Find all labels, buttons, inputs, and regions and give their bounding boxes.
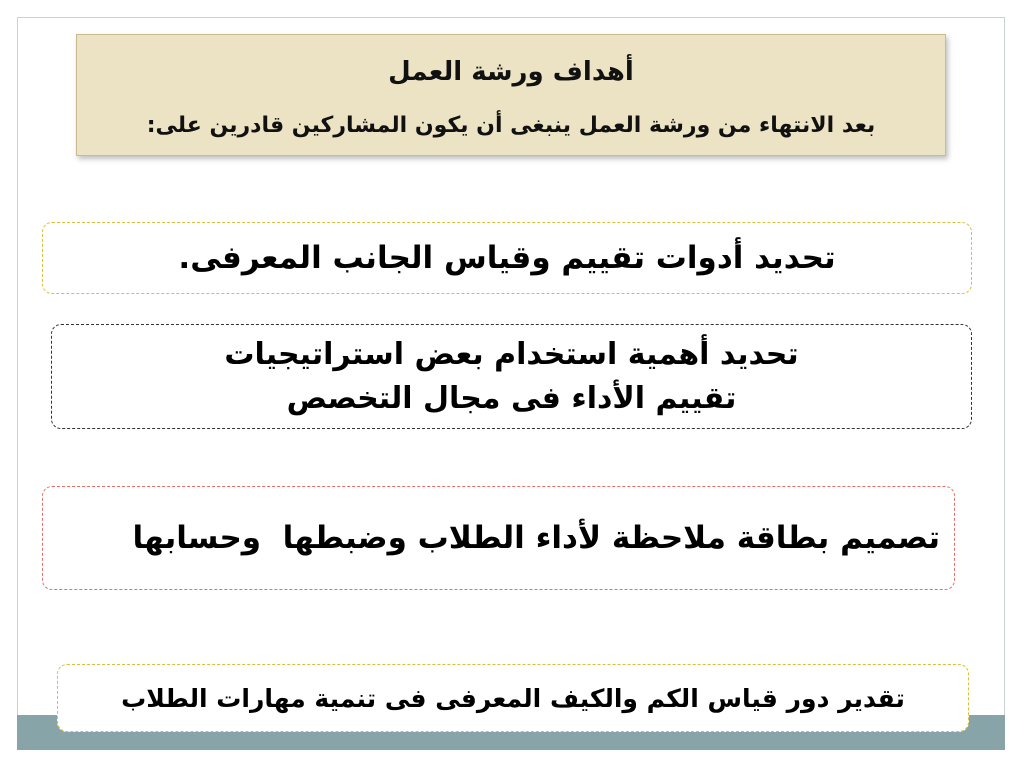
objective-4-text: تقدير دور قياس الكم والكيف المعرفى فى تنمية مهارات الطلاب	[121, 683, 905, 713]
objective-3-text: تصميم بطاقة ملاحظة لأداء الطلاب وضبطها وحسابها	[132, 520, 940, 556]
objective-box-4	[57, 664, 969, 732]
objective-box-1	[42, 222, 972, 294]
header-box	[76, 34, 946, 156]
page-subtitle: بعد الانتهاء من ورشة العمل ينبغى أن يكون المشاركين قادرين على:	[146, 113, 876, 138]
objective-2-line-2: تقييم الأداء فى مجال التخصص	[286, 380, 737, 416]
objective-1-text: تحديد أدوات تقييم وقياس الجانب المعرفى.	[178, 240, 836, 276]
objective-box-2	[51, 324, 972, 429]
objective-2-line-1: تحديد أهمية استخدام بعض استراتيجيات	[224, 336, 799, 372]
objective-box-3	[42, 486, 955, 590]
page-title: أهداف ورشة العمل	[388, 57, 634, 87]
